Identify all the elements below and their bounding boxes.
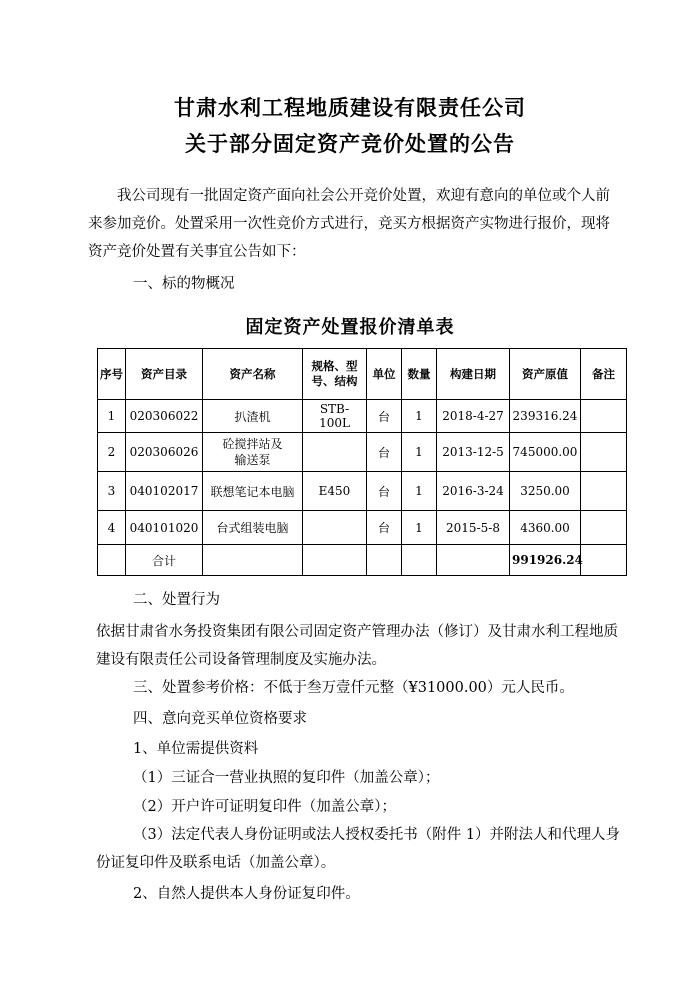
table-row <box>98 472 627 511</box>
header-cell: 规格、型号、结构 <box>303 349 367 400</box>
cell-spec <box>303 433 367 472</box>
cell-qty: 1 <box>402 511 437 545</box>
notice-title-line2: 关于部分固定资产竞价处置的公告 <box>185 131 515 156</box>
total-empty-cell <box>402 545 437 576</box>
section2-paragraph: 依据甘肃省水务投资集团有限公司固定资产管理办法（修订）及甘肃水利工程地质建设有限责任公司设备管理制度及实施办法。 <box>96 624 618 668</box>
cell-qty: 1 <box>402 433 437 472</box>
cell-date: 2013-12-5 <box>437 433 510 472</box>
total-empty-cell <box>367 545 402 576</box>
table-row <box>98 400 627 433</box>
table-total-row <box>98 545 627 576</box>
item1-heading: 1、单位需提供资料 <box>133 741 259 757</box>
cell-note <box>581 400 627 433</box>
cell-qty: 1 <box>402 400 437 433</box>
header-cell: 资产目录 <box>126 349 203 400</box>
cell-name: 砼搅拌站及输送泵 <box>203 433 303 472</box>
header-cell: 序号 <box>98 349 126 400</box>
section4-heading: 四、意向竞买单位资格要求 <box>133 711 307 727</box>
notice-title-line1: 甘肃水利工程地质建设有限责任公司 <box>174 95 526 120</box>
cell-unit: 台 <box>367 400 402 433</box>
header-cell: 构建日期 <box>437 349 510 400</box>
item1-requirement-1: （1）三证合一营业执照的复印件（加盖公章）； <box>133 770 440 786</box>
header-cell: 资产名称 <box>203 349 303 400</box>
item1-requirement-2: （2）开户许可证明复印件（加盖公章）； <box>133 799 396 815</box>
cell-qty: 1 <box>402 472 437 511</box>
cell-code: 020306026 <box>126 433 203 472</box>
cell-value: 239316.24 <box>510 400 581 433</box>
header-cell: 资产原值 <box>510 349 581 400</box>
cell-name: 台式组装电脑 <box>203 511 303 545</box>
total-label: 合计 <box>126 545 203 576</box>
section2-heading: 二、处置行为 <box>133 592 220 608</box>
cell-date: 2018-4-27 <box>437 400 510 433</box>
cell-name: 扒渣机 <box>203 400 303 433</box>
table-title: 固定资产处置报价清单表 <box>245 317 455 338</box>
header-cell: 单位 <box>367 349 402 400</box>
section1-heading: 一、标的物概况 <box>133 276 235 292</box>
cell-spec: STB-100L <box>303 400 367 433</box>
item2-heading: 2、自然人提供本人身份证复印件。 <box>133 886 360 902</box>
total-empty-cell <box>581 545 627 576</box>
total-value: 991926.24 <box>510 545 581 576</box>
section3-price: 三、处置参考价格：不低于叁万壹仟元整（¥31000.00）元人民币。 <box>133 680 574 696</box>
cell-spec <box>303 511 367 545</box>
cell-no: 4 <box>98 511 126 545</box>
cell-note <box>581 511 627 545</box>
cell-note <box>581 472 627 511</box>
cell-no: 1 <box>98 400 126 433</box>
cell-date: 2015-5-8 <box>437 511 510 545</box>
cell-code: 020306022 <box>126 400 203 433</box>
cell-note <box>581 433 627 472</box>
total-empty-cell <box>303 545 367 576</box>
cell-spec: E450 <box>303 472 367 511</box>
asset-table <box>97 348 627 576</box>
item1-requirement-3: （3）法定代表人身份证明或法人授权委托书（附件 1）并附法人和代理人身份证复印件及联系电话（加盖公章）。 <box>96 827 621 871</box>
cell-unit: 台 <box>367 511 402 545</box>
cell-code: 040101020 <box>126 511 203 545</box>
cell-unit: 台 <box>367 433 402 472</box>
total-empty-cell <box>203 545 303 576</box>
cell-value: 4360.00 <box>510 511 581 545</box>
total-empty-cell <box>98 545 126 576</box>
cell-no: 2 <box>98 433 126 472</box>
cell-unit: 台 <box>367 472 402 511</box>
table-row <box>98 511 627 545</box>
intro-paragraph: 我公司现有一批固定资产面向社会公开竞价处置，欢迎有意向的单位或个人前来参加竞价。处置采用一次性竞价方式进行，竞买方根据资产实物进行报价，现将资产竞价处置有关事宜公告如下： <box>88 188 610 260</box>
header-cell: 备注 <box>581 349 627 400</box>
table-row <box>98 433 627 472</box>
cell-value: 745000.00 <box>510 433 581 472</box>
cell-value: 3250.00 <box>510 472 581 511</box>
cell-date: 2016-3-24 <box>437 472 510 511</box>
header-cell: 数量 <box>402 349 437 400</box>
total-empty-cell <box>437 545 510 576</box>
cell-code: 040102017 <box>126 472 203 511</box>
cell-name: 联想笔记本电脑 <box>203 472 303 511</box>
table-header-row <box>98 349 627 400</box>
cell-no: 3 <box>98 472 126 511</box>
